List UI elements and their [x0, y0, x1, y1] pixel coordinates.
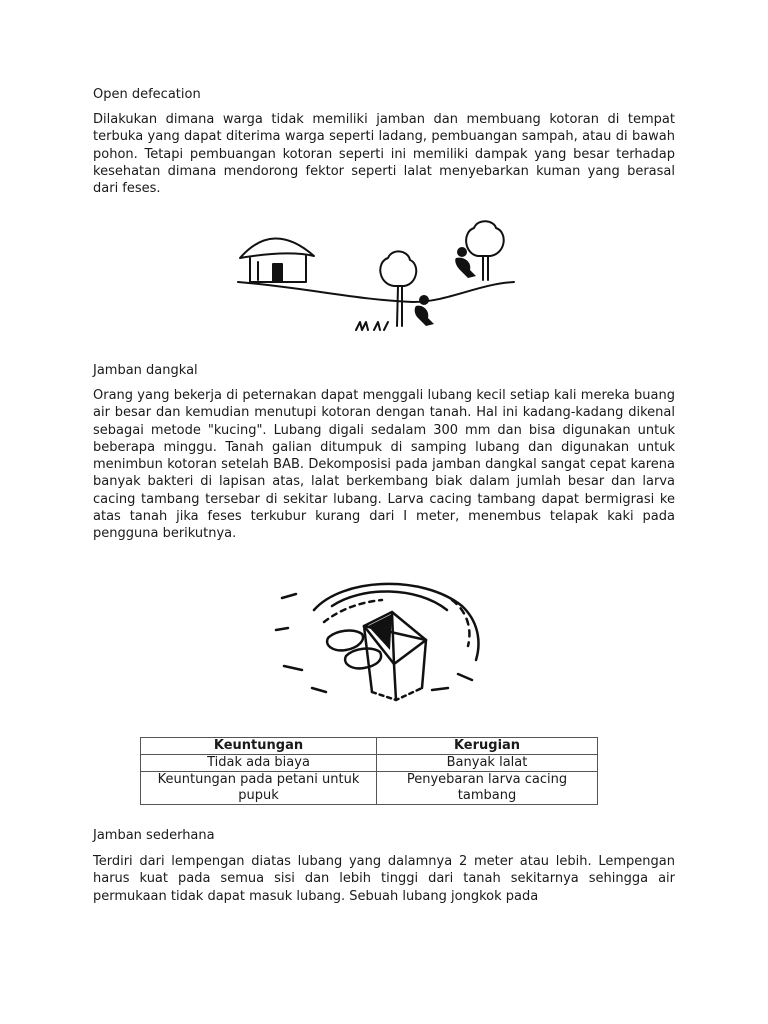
shallow-pit-illustration — [272, 570, 492, 712]
paragraph-jamban-sederhana: Terdiri dari lempengan diatas lubang yang dalamnya 2 meter atau lebih. Lempengan harus kuat pada semua sisi dan lebih tinggi dari tanah sekitarnya sehingga air permukaan tidak dapat masuk lubang. Sebuah lubang jongkok pada — [93, 854, 675, 904]
open-defecation-illustration — [228, 218, 518, 340]
header-kerugian: Kerugian — [377, 738, 598, 755]
table-row — [141, 772, 598, 805]
paragraph-open-defecation: Dilakukan dimana warga tidak memiliki jamban dan membuang kotoran di tempat terbuka yang dapat diterima warga seperti ladang, pembuangan sampah, atau di bawah pohon. Tetapi pembuangan kotoran seperti ini memiliki dampak yang besar terhadap kesehatan dimana mendorong fektor seperti lalat menyebarkan kuman yang berasal dari feses. — [93, 112, 675, 197]
heading-open-defecation: Open defecation — [93, 87, 201, 102]
header-keuntungan: Keuntungan — [141, 738, 377, 755]
heading-jamban-dangkal: Jamban dangkal — [93, 363, 198, 378]
table-cell: Keuntungan pada petani untuk pupuk — [141, 772, 377, 805]
table-cell: Tidak ada biaya — [141, 755, 377, 772]
heading-jamban-sederhana: Jamban sederhana — [93, 828, 215, 843]
table-cell: Penyebaran larva cacing tambang — [377, 772, 598, 805]
table-cell: Banyak lalat — [377, 755, 598, 772]
paragraph-jamban-dangkal: Orang yang bekerja di peternakan dapat menggali lubang kecil setiap kali mereka buang air besar dan kemudian menutupi kotoran dengan tanah. Hal ini kadang-kadang dikenal sebagai metode "kucing". Lubang digali sedalam 300 mm dan bisa digunakan untuk beberapa minggu. Tanah galian ditumpuk di samping lubang dan digunakan untuk menimbun kotoran setelah BAB. Dekomposisi pada jamban dangkal sangat cepat karena banyak bakteri di lapisan atas, lalat berkembang biak dalam jumlah besar dan larva cacing tambang tersebar di sekitar lubang. Larva cacing tambang dapat bermigrasi ke atas tanah jika feses terkubur kurang dari I meter, menembus telapak kaki pada pengguna berikutnya. — [93, 388, 675, 542]
table-header-row — [141, 738, 598, 755]
comparison-table — [140, 737, 598, 805]
table-row — [141, 755, 598, 772]
